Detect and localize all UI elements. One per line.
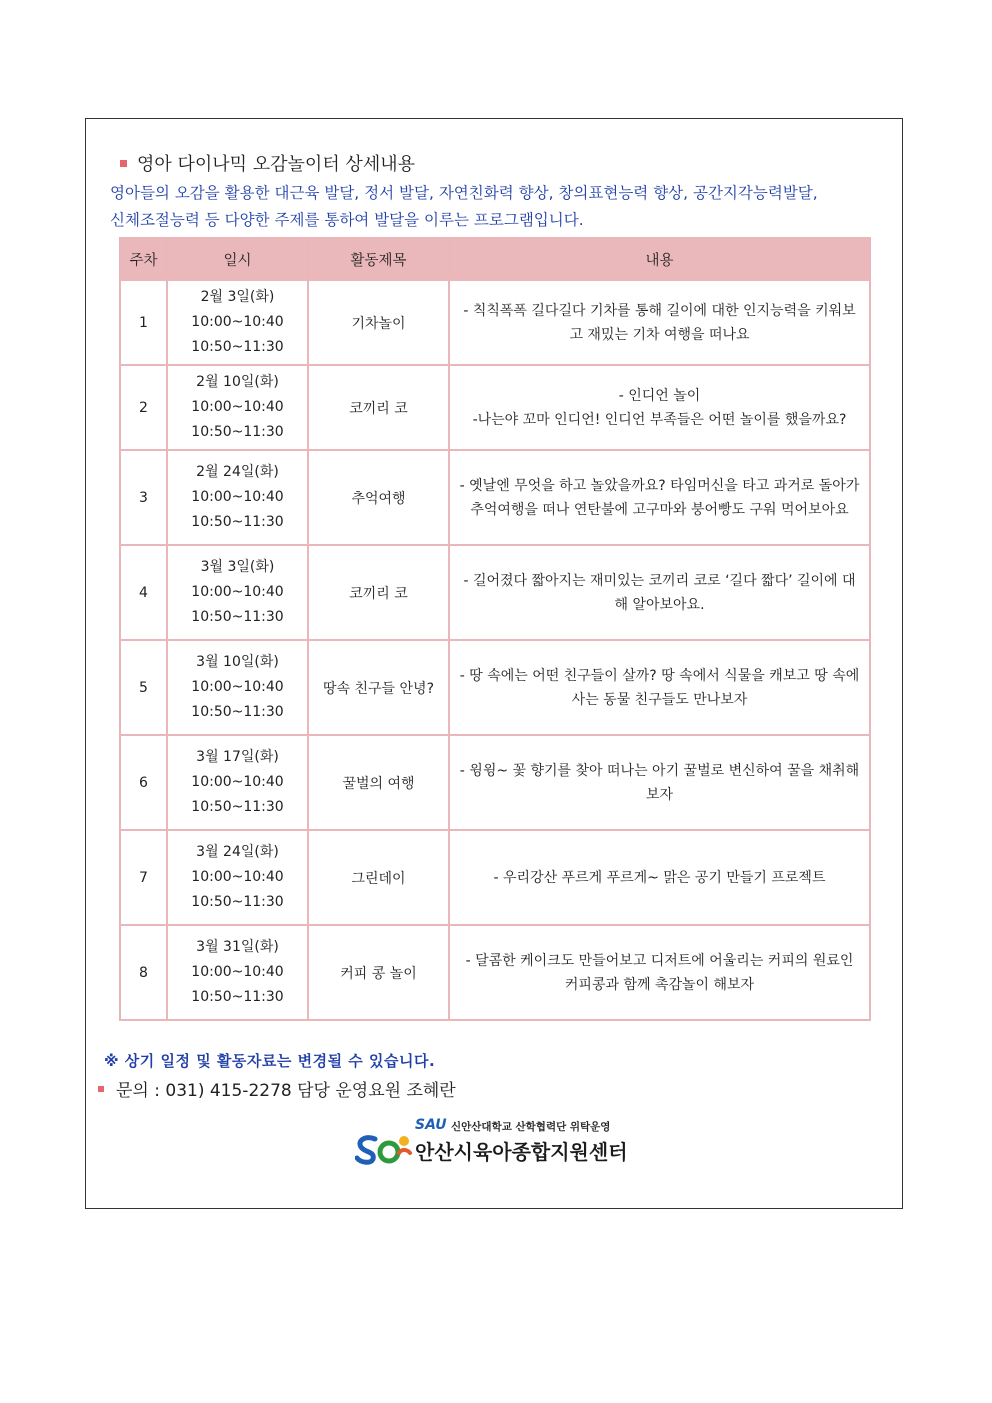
intro-line: 영아들의 오감을 활용한 대근육 발달, 정서 발달, 자연친화력 향상, 창의표현능력 향상, 공간지각능력발달, (110, 184, 818, 202)
time-slot-2: 10:50~11:30 (191, 514, 284, 530)
activity-title-cell: 커피 콩 놀이 (308, 925, 449, 1020)
date-cell (167, 735, 308, 830)
time-slot-1: 10:00~10:40 (191, 399, 284, 415)
header-date: 일시 (167, 238, 308, 280)
time-slot-2: 10:50~11:30 (191, 609, 284, 625)
content-cell: - 달콤한 케이크도 만들어보고 디저트에 어울리는 커피의 원료인 커피콩과 함께 촉감놀이 해보자 (449, 925, 870, 1020)
date-text: 3월 31일(화) (196, 939, 279, 955)
date-cell (167, 365, 308, 450)
center-logo-icon (355, 1131, 413, 1165)
time-slot-2: 10:50~11:30 (191, 704, 284, 720)
date-text: 3월 3일(화) (200, 559, 275, 575)
content-cell: - 땅 속에는 어떤 친구들이 살까? 땅 속에서 식물을 캐보고 땅 속에 사는 동물 친구들도 만나보자 (449, 640, 870, 735)
table-row (120, 365, 870, 450)
date-text: 2월 24일(화) (196, 464, 279, 480)
section-heading (120, 150, 415, 176)
week-cell: 6 (120, 735, 167, 830)
bullet-square-icon (98, 1086, 104, 1092)
time-slot-2: 10:50~11:30 (191, 894, 284, 910)
time-slot-2: 10:50~11:30 (191, 339, 284, 355)
table-row (120, 545, 870, 640)
table-row (120, 280, 870, 365)
week-cell: 7 (120, 830, 167, 925)
activity-title-cell: 기차놀이 (308, 280, 449, 365)
activity-title-cell: 추억여행 (308, 450, 449, 545)
bullet-square-icon (120, 160, 127, 167)
time-slot-2: 10:50~11:30 (191, 424, 284, 440)
intro-paragraph (110, 180, 870, 234)
date-cell (167, 640, 308, 735)
time-slot-2: 10:50~11:30 (191, 799, 284, 815)
activity-title-cell: 코끼리 코 (308, 365, 449, 450)
table-header-row (120, 238, 870, 280)
content-cell: - 칙칙폭폭 길다길다 기차를 통해 길이에 대한 인지능력을 키워보고 재밌는 기차 여행을 떠나요 (449, 280, 870, 365)
header-title: 활동제목 (308, 238, 449, 280)
week-cell: 5 (120, 640, 167, 735)
header-content: 내용 (449, 238, 870, 280)
content-cell: - 윙윙~ 꽃 향기를 찾아 떠나는 아기 꿀벌로 변신하여 꿀을 채취해보자 (449, 735, 870, 830)
time-slot-1: 10:00~10:40 (191, 869, 284, 885)
content-cell: - 인디언 놀이 -나는야 꼬마 인디언! 인디언 부족들은 어떤 놀이를 했을까요? (449, 365, 870, 450)
content-cell: - 옛날엔 무엇을 하고 놀았을까요? 타임머신을 타고 과거로 돌아가 추억여행을 떠나 연탄불에 고구마와 붕어빵도 구워 먹어보아요 (449, 450, 870, 545)
date-text: 3월 24일(화) (196, 844, 279, 860)
time-slot-1: 10:00~10:40 (191, 964, 284, 980)
date-cell (167, 545, 308, 640)
date-text: 3월 17일(화) (196, 749, 279, 765)
change-notice: ※ 상기 일정 및 활동자료는 변경될 수 있습니다. (104, 1052, 436, 1070)
header-week: 주차 (120, 238, 167, 280)
date-text: 2월 3일(화) (200, 289, 275, 305)
time-slot-1: 10:00~10:40 (191, 314, 284, 330)
week-cell: 4 (120, 545, 167, 640)
section-title: 영아 다이나믹 오감놀이터 상세내용 (137, 154, 415, 175)
date-text: 3월 10일(화) (196, 654, 279, 670)
week-cell: 2 (120, 365, 167, 450)
date-cell (167, 830, 308, 925)
time-slot-1: 10:00~10:40 (191, 489, 284, 505)
table-row (120, 925, 870, 1020)
center-logo (355, 1117, 635, 1167)
date-cell (167, 280, 308, 365)
center-name: 안산시육아종합지원센터 (415, 1140, 628, 1164)
time-slot-1: 10:00~10:40 (191, 584, 284, 600)
time-slot-1: 10:00~10:40 (191, 679, 284, 695)
week-cell: 1 (120, 280, 167, 365)
activity-title-cell: 땅속 친구들 안녕? (308, 640, 449, 735)
table-row (120, 830, 870, 925)
university-text: 신안산대학교 산학협력단 위탁운영 (451, 1121, 611, 1133)
table-row (120, 735, 870, 830)
week-cell: 3 (120, 450, 167, 545)
date-text: 2월 10일(화) (196, 374, 279, 390)
intro-line: 신체조절능력 등 다양한 주제를 통하여 발달을 이루는 프로그램입니다. (110, 211, 584, 229)
activity-title-cell: 코끼리 코 (308, 545, 449, 640)
contact-line (98, 1076, 456, 1101)
table-row (120, 640, 870, 735)
contact-text: 문의 : 031) 415-2278 담당 운영요원 조혜란 (116, 1081, 456, 1101)
schedule-table (119, 237, 871, 1021)
activity-title-cell: 그린데이 (308, 830, 449, 925)
time-slot-2: 10:50~11:30 (191, 989, 284, 1005)
week-cell: 8 (120, 925, 167, 1020)
date-cell (167, 925, 308, 1020)
table-row (120, 450, 870, 545)
date-cell (167, 450, 308, 545)
time-slot-1: 10:00~10:40 (191, 774, 284, 790)
content-cell: - 우리강산 푸르게 푸르게~ 맑은 공기 만들기 프로젝트 (449, 830, 870, 925)
sau-logo-text: SAU (415, 1117, 447, 1133)
activity-title-cell: 꿀벌의 여행 (308, 735, 449, 830)
content-cell: - 길어졌다 짧아지는 재미있는 코끼리 코로 ‘길다 짧다’ 길이에 대해 알아보아요. (449, 545, 870, 640)
